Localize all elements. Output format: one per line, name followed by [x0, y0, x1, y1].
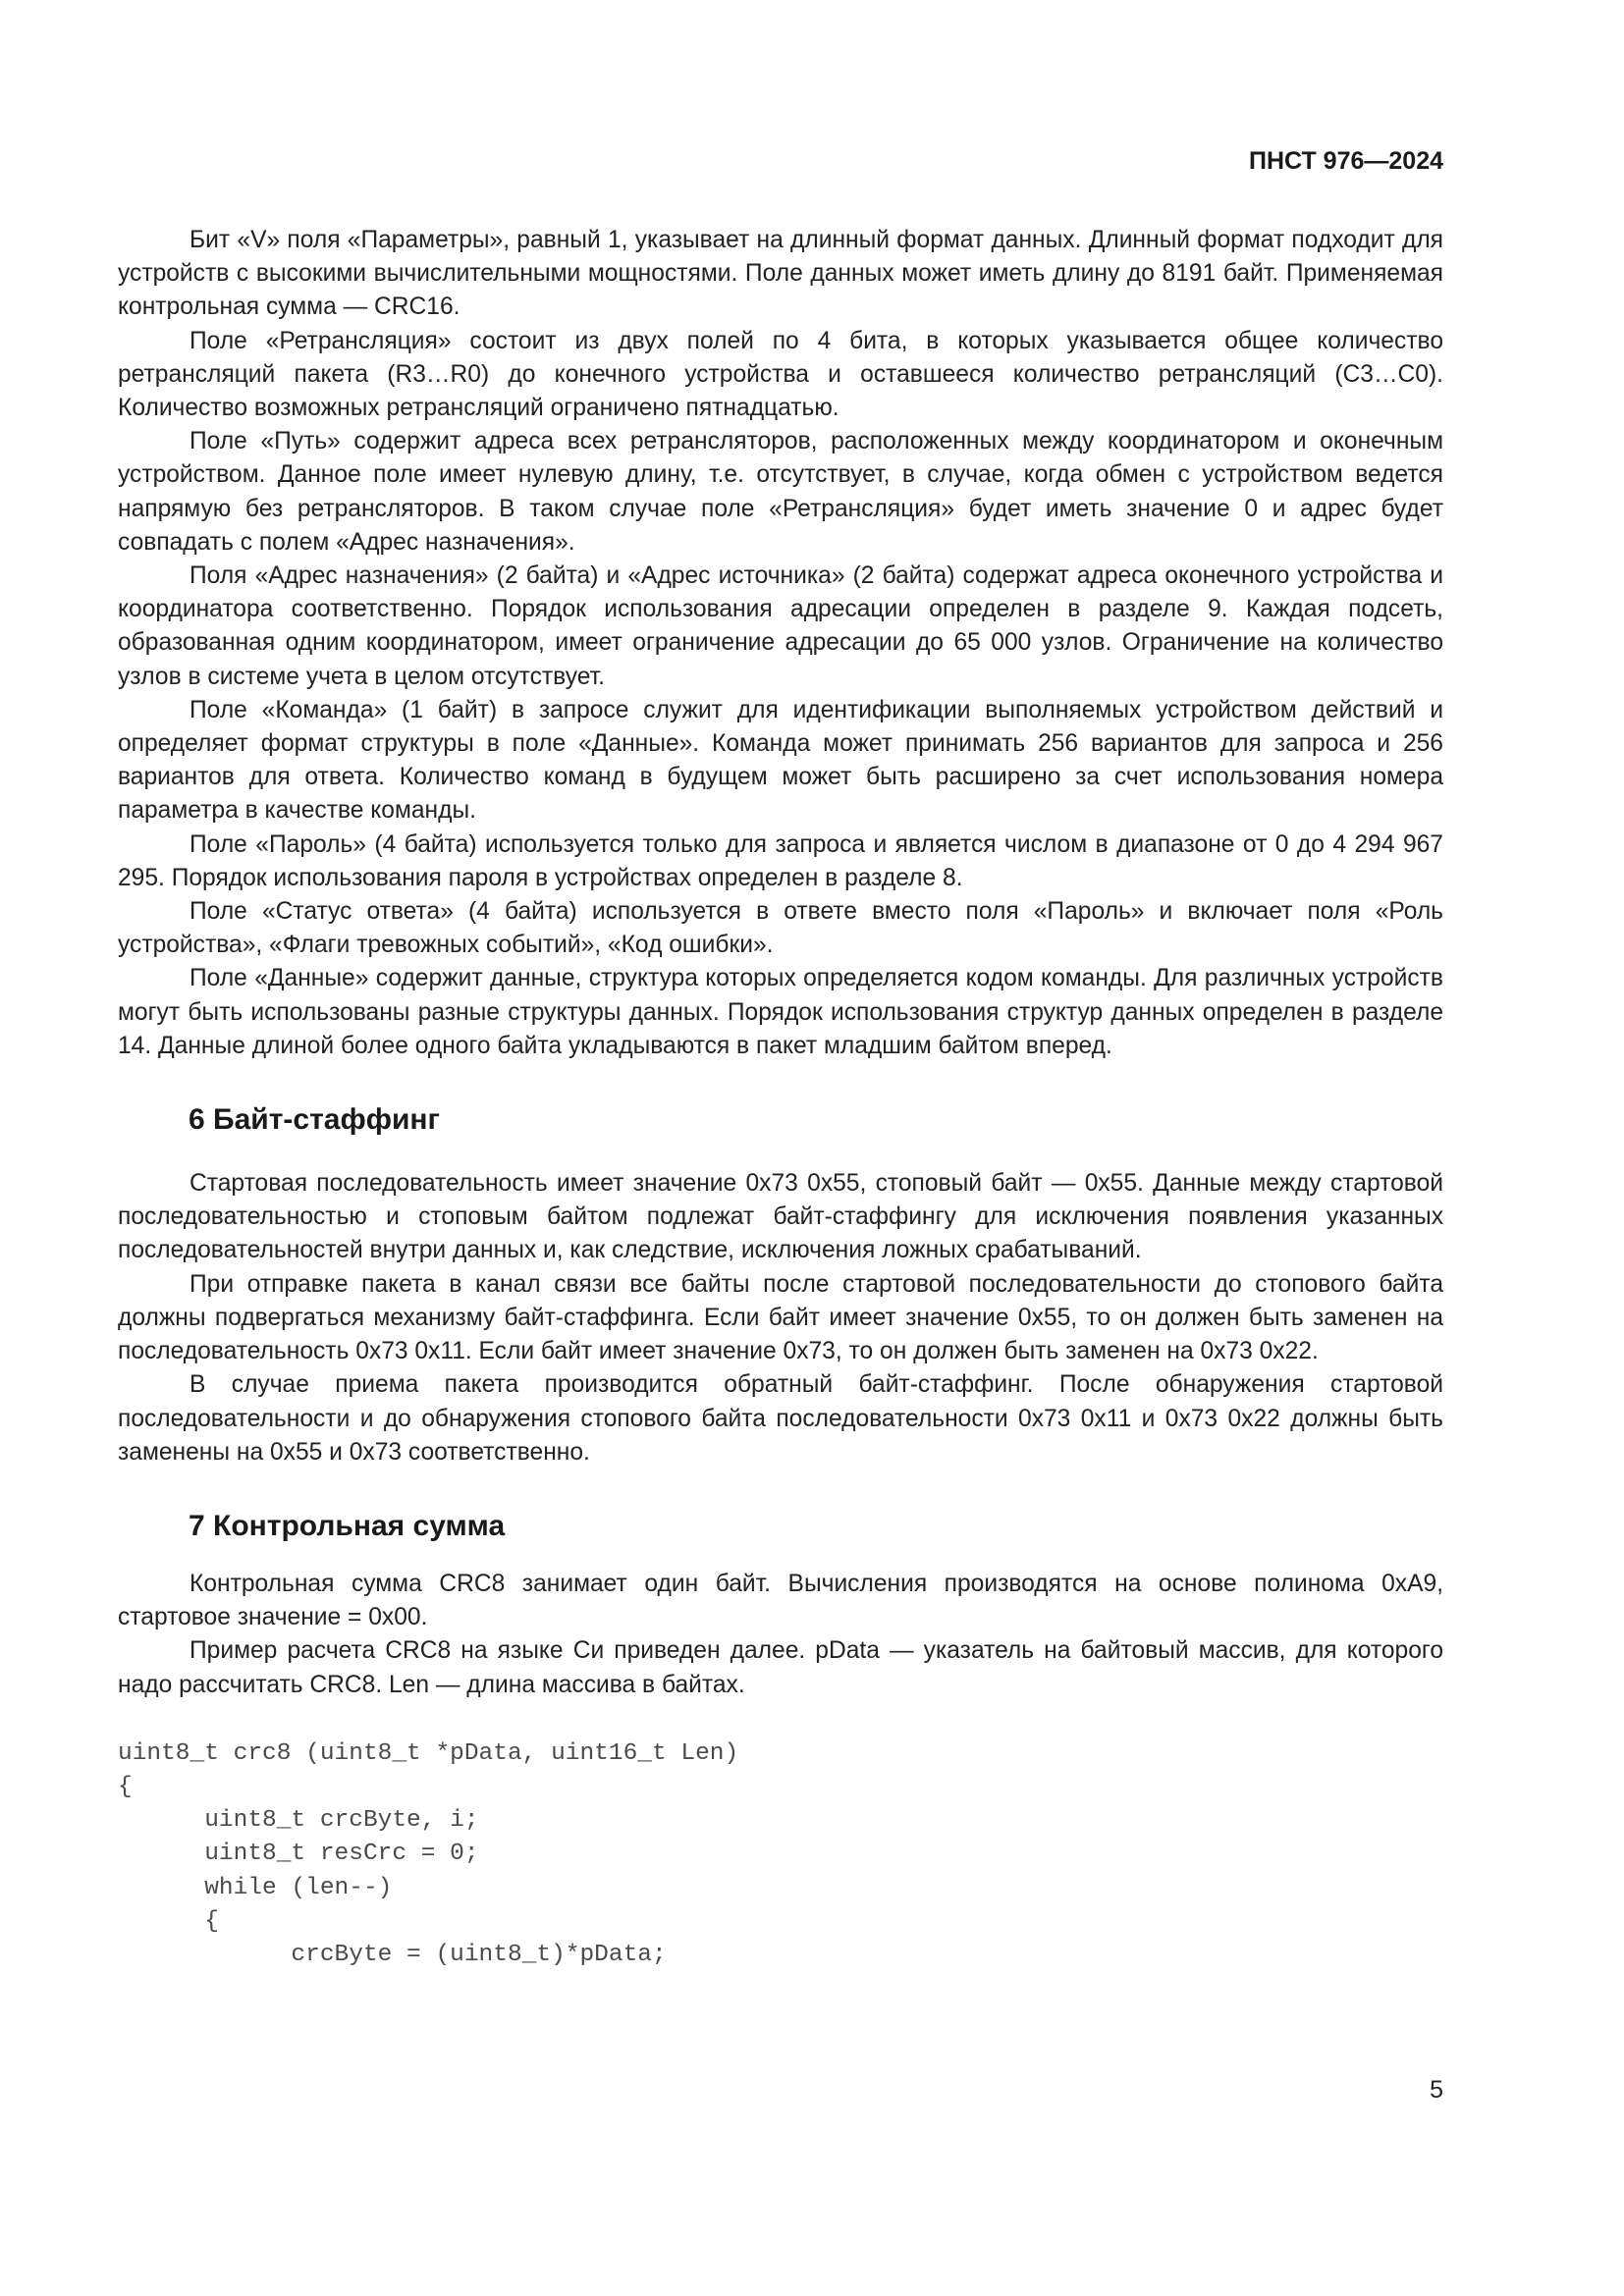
page-number: 5 [1430, 2076, 1443, 2104]
code-listing [118, 1737, 1443, 1972]
section-6-heading: 6 Байт-стаффинг [189, 1103, 441, 1137]
paragraph-response-status-field: Поле «Статус ответа» (4 байта) используется в ответе вместо поля «Пароль» и включает поля «Роль устройства», «Флаги тревожных событий», «Код ошибки». [118, 898, 1443, 959]
code-line: crcByte = (uint8_t)*pData; [118, 1941, 667, 1968]
paragraph-byte-stuffing-receive: В случае приема пакета производится обратный байт-стаффинг. После обнаружения стартовой последовательности и до обнаружения стопового байта последовательности 0x73 0x11 и 0x73 0x22 должны быть заменены на 0x55 и 0x73 соответственно. [118, 1371, 1443, 1466]
paragraph-password-field: Поле «Пароль» (4 байта) используется только для запроса и является числом в диапазоне от 0 до 4 294 967 295. Порядок использования пароля в устройствах определен в разделе 8. [118, 830, 1443, 891]
paragraph-relay-field: Поле «Ретрансляция» состоит из двух полей по 4 бита, в которых указывается общее количество ретрансляций пакета (R3…R0) до конечного устройства и оставшееся количество ретрансляций (C3…C0). Количество возможных ретрансляций ограничено пятнадцатью. [118, 327, 1443, 422]
paragraph-byte-stuffing-send: При отправке пакета в канал связи все байты после стартовой последовательности до стопового байта должны подвергаться механизму байт-стаффинга. Если байт имеет значение 0x55, то он должен быть заменен на последовательность 0x73 0x11. Если байт имеет значение 0x73, то он должен быть заменен на 0x73 0x22. [118, 1270, 1443, 1365]
paragraph-crc8-description: Контрольная сумма CRC8 занимает один байт. Вычисления производятся на основе полинома 0xA9, стартовое значение = 0x00. [118, 1570, 1443, 1631]
code-line: uint8_t crcByte, i; [118, 1807, 479, 1835]
paragraph-command-field: Поле «Команда» (1 байт) в запросе служит для идентификации выполняемых устройством действий и определяет формат структуры в поле «Данные». Команда может принимать 256 вариантов для запроса и 256 вариантов для ответа. Количество команд в будущем может быть расширено за счет использования номера параметра в качестве команды. [118, 696, 1443, 825]
page-content [118, 224, 1443, 1972]
code-line: { [118, 1773, 133, 1800]
code-line: while (len--) [118, 1874, 393, 1901]
paragraph-data-field: Поле «Данные» содержит данные, структура которых определяется кодом команды. Для различных устройств могут быть использованы разные структуры данных. Порядок использования структур данных определен в разделе 14. Данные длиной более одного байта укладываются в пакет младшим байтом вперед. [118, 965, 1443, 1059]
code-line: uint8_t crc8 (uint8_t *pData, uint16_t Len) [118, 1739, 739, 1767]
paragraph-start-sequence: Стартовая последовательность имеет значение 0x73 0x55, стоповый байт — 0x55. Данные между стартовой последовательностью и стоповым байтом подлежат байт-стаффингу для исключения появления указанных последовательностей внутри данных и, как следствие, исключения ложных срабатываний. [118, 1170, 1443, 1264]
paragraph-v-bit: Бит «V» поля «Параметры», равный 1, указывает на длинный формат данных. Длинный формат подходит для устройств с высокими вычислительными мощностями. Поле данных может иметь длину до 8191 байт. Применяемая контрольная сумма — CRC16. [118, 227, 1443, 321]
section-7-heading: 7 Контрольная сумма [189, 1509, 506, 1542]
document-id: ПНСТ 976—2024 [1249, 147, 1443, 175]
paragraph-address-fields: Поля «Адрес назначения» (2 байта) и «Адрес источника» (2 байта) содержат адреса оконечного устройства и координатора соответственно. Порядок использования адресации определен в разделе 9. Каждая подсеть, образованная одним координатором, имеет ограничение адресации до 65 000 узлов. Ограничение на количество узлов в системе учета в целом отсутствует. [118, 562, 1443, 690]
code-line: { [118, 1907, 219, 1935]
paragraph-crc8-example-intro: Пример расчета CRC8 на языке Си приведен далее. pData — указатель на байтовый массив, для которого надо рассчитать CRC8. Len — длина массива в байтах. [118, 1637, 1443, 1698]
paragraph-path-field: Поле «Путь» содержит адреса всех ретрансляторов, расположенных между координатором и оконечным устройством. Данное поле имеет нулевую длину, т.е. отсутствует, в случае, когда обмен с устройством ведется напрямую без ретрансляторов. В таком случае поле «Ретрансляция» будет иметь значение 0 и адрес будет совпадать с полем «Адрес назначения». [118, 428, 1443, 556]
code-line: uint8_t resCrc = 0; [118, 1841, 479, 1868]
